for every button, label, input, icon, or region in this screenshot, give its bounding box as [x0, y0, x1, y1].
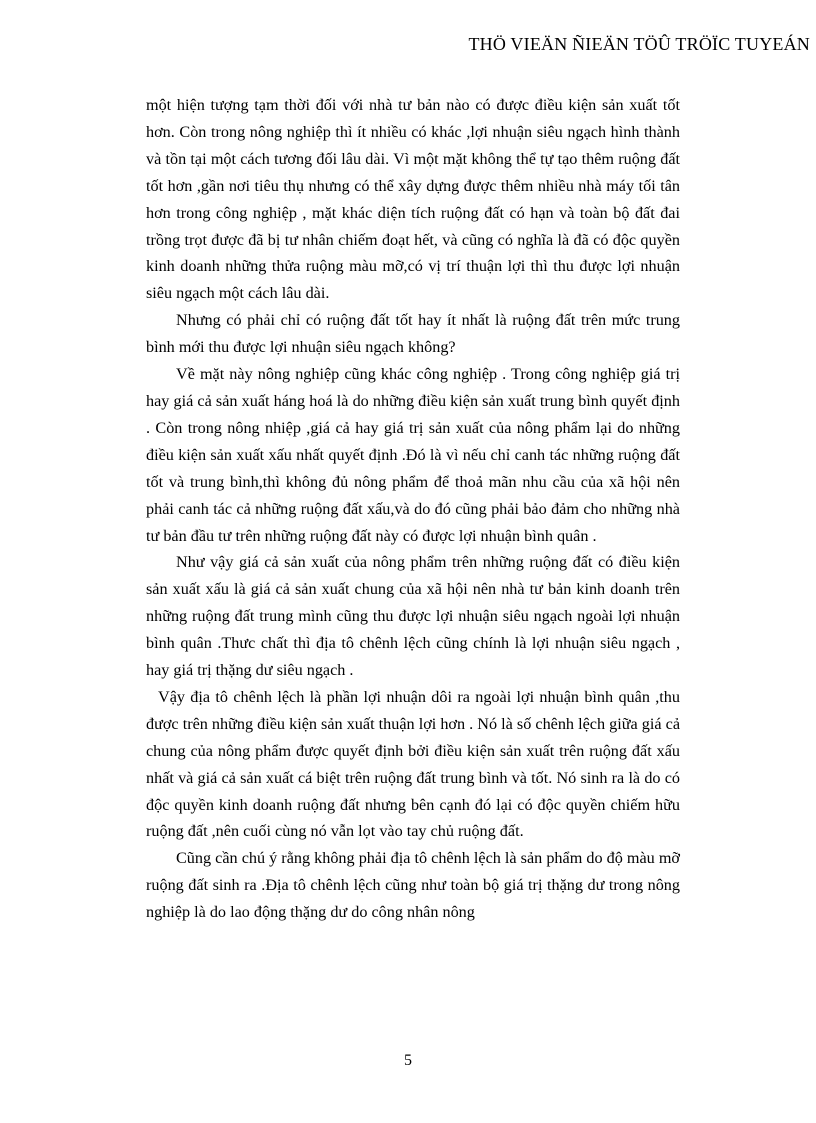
paragraph-6: Cũng cần chú ý rằng không phải địa tô chênh lệch là sản phẩm do độ màu mỡ ruộng đất sinh ra .Địa tô chênh lệch cũng như toàn bộ giá trị thặng dư trong nông nghiệp là do lao động thặng dư do công nhân nông — [146, 849, 680, 922]
page-number: 5 — [404, 1052, 412, 1069]
paragraph-5: Vậy địa tô chênh lệch là phần lợi nhuận dôi ra ngoài lợi nhuận bình quân ,thu được trên những điều kiện sản xuất thuận lợi hơn . Nó là số chênh lệch giữa giá cả chung của nông phẩm được quyết định bởi điều kiện sản xuất trên ruộng đất xấu nhất và giá cả sản xuất cá biệt trên ruộng đất trung bình và tốt. Nó sinh ra là do có độc quyền kinh doanh ruộng đất nhưng bên cạnh đó lại có độc quyền chiếm hữu ruộng đất ,nên cuối cùng nó vẫn lọt vào tay chủ ruộng đất. — [146, 687, 680, 841]
paragraph-3: Về mặt này nông nghiệp cũng khác công nghiệp . Trong công nghiệp giá trị hay giá cả sản xuất háng hoá là do những điều kiện sản xuất trung bình quyết định . Còn trong nông nhiệp ,giá cả hay giá trị sản xuất của nông phẩm lại do những điều kiện sản xuất xấu nhất quyết định .Đó là vì nếu chỉ canh tác những ruộng đất tốt và trung bình,thì không đủ nông phẩm để thoả mãn nhu cầu của xã hội nên phải canh tác cả những ruộng đất xấu,và do đó cũng phải bảo đảm cho những nhà tư bản đầu tư trên những ruộng đất này có được lợi nhuận bình quân . — [146, 365, 680, 545]
paragraph-2: Nhưng có phải chỉ có ruộng đất tốt hay ít nhất là ruộng đất trên mức trung bình mới thu được lợi nhuận siêu ngạch không? — [146, 311, 680, 357]
paragraph-1: một hiện tượng tạm thời đối với nhà tư bản nào có được điều kiện sản xuất tốt hơn. Còn trong nông nghiệp thì ít nhiều có khác ,lợi nhuận siêu ngạch hình thành và tồn tại một cách tương đối lâu dài. Vì một mặt không thể tự tạo thêm ruộng đất tốt hơn ,gần nơi tiêu thụ nhưng có thể xây dựng được thêm nhiều nhà máy tối tân hơn trong công nghiệp , mặt khác diện tích ruộng đất có hạn và toàn bộ đất đai trồng trọt được đã bị tư nhân chiếm đoạt hết, và cũng có nghĩa là đã có độc quyền kinh doanh những thửa ruộng màu mỡ,có vị trí thuận lợi thì thu được lợi nhuận siêu ngạch một cách lâu dài. — [146, 96, 680, 303]
body-text — [146, 92, 680, 926]
library-header-title: THÖ VIEÄN ÑIEÄN TÖÛ TRÖÏC TUYEÁN — [468, 34, 810, 54]
paragraph-4: Như vậy giá cả sản xuất của nông phẩm trên những ruộng đất có điều kiện sản xuất xấu là giá cả sản xuất chung của xã hội nên nhà tư bản kinh doanh trên những ruộng đất trung mình cũng thu được lợi nhuận siêu ngạch ngoài lợi nhuận bình quân .Thưc chất thì địa tô chênh lệch cũng chính là lợi nhuận siêu ngạch , hay giá trị thặng dư siêu ngạch . — [146, 553, 680, 680]
